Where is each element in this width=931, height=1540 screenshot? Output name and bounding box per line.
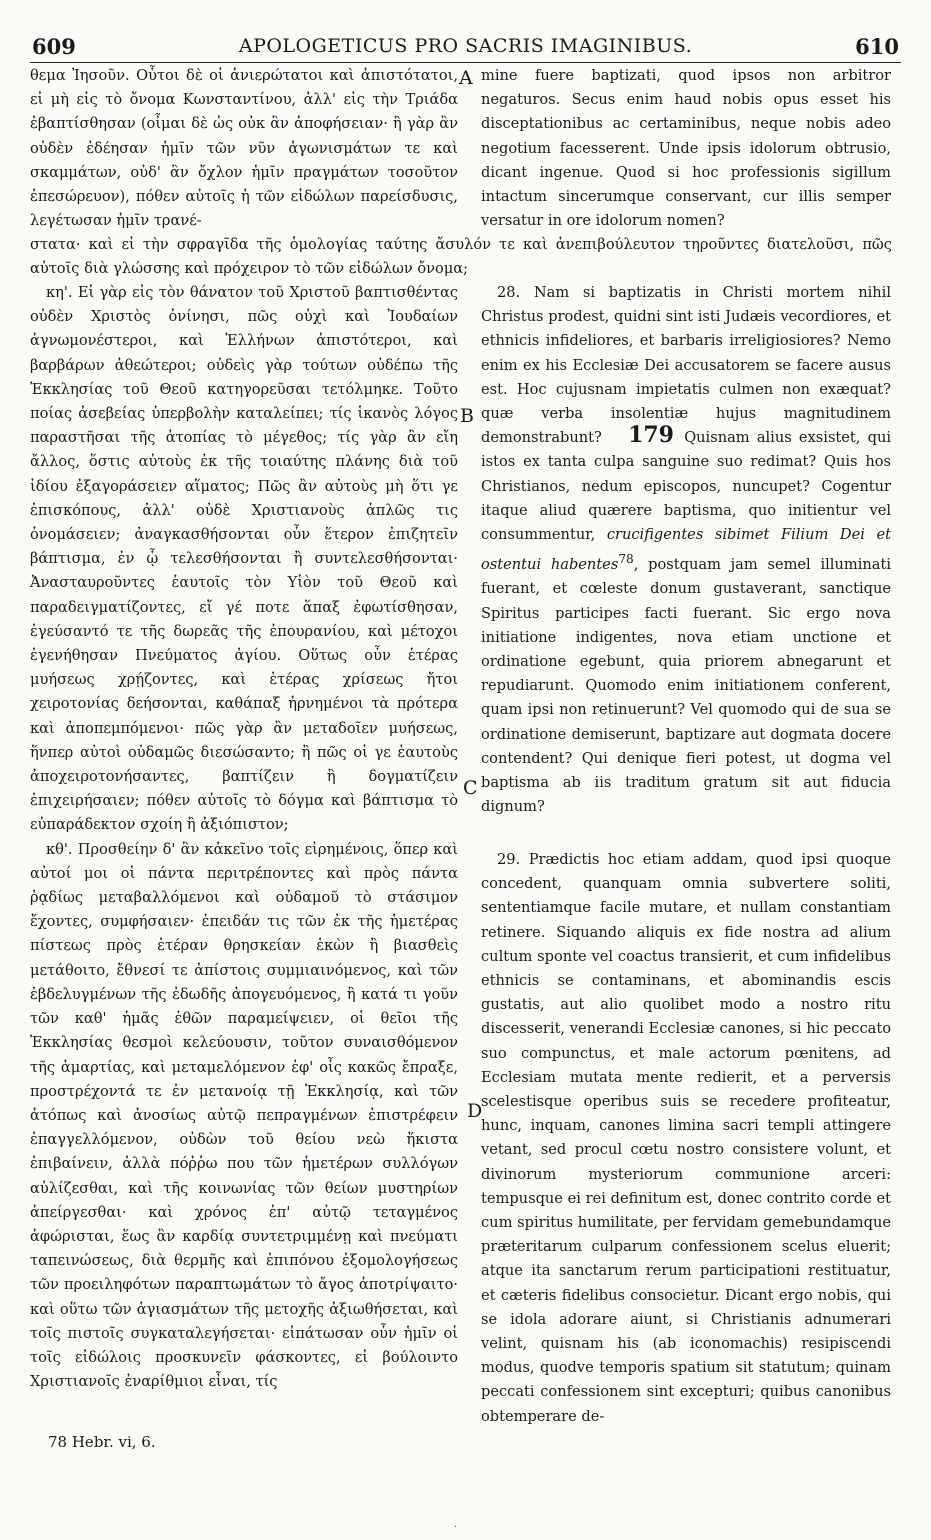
greek-spanning-lines — [30, 233, 892, 281]
greek-column-top — [30, 64, 458, 233]
greek-paragraph-spanning: στατα· καὶ εἰ τὴν σφραγῖδα τῆς ὁμολογίας ταύτης ἄσυλόν τε καὶ ἀνεπιβούλευτον τηροῦντες διατελοῦσι, πῶς αὐτοῖς διὰ γλώσσης καὶ πρόχειρον τὸ τῶν εἰδώλων ὄνομα; — [30, 236, 892, 278]
page-number-right: 610 — [855, 34, 899, 59]
margin-letter-c: C — [463, 777, 478, 799]
margin-letter-b: B — [460, 405, 474, 427]
running-title: APOLOGETICUS PRO SACRIS IMAGINIBUS. — [238, 35, 693, 57]
latin-28-middle: Quisnam alius exsistet, qui istos ex tanta culpa sanguine suo redimat? Quis hos Christianos, nedum episcopos, nuncupet? Cogentur itaque aliud quærere baptisma, quo initientur vel consummentur, — [481, 429, 892, 544]
margin-letter-d: D — [467, 1100, 483, 1122]
greek-paragraph-29: κθ'. Προσθείην δ' ἂν κἀκεῖνο τοῖς εἰρημένοις, ὅπερ καὶ αὐτοί μοι οἱ πάντα περιτρέποντες καὶ πρὸς πάντα ῥᾳδίως μεταβαλλόμενοι καὶ οὐδαμοῦ τὸ στάσιμον ἔχοντες, συμφήσαιεν· ἐπειδάν τις τῶν ἐκ τῆς ἡμετέρας πίστεως πρὸς ἑτέραν θρησκείαν ἑκὼν ἢ βιασθεὶς μετάθοιτο, ἔθνεσί τε ἀπίστοις συμμιαινόμενος, καὶ τῶν ἐβδελυγμένων τῆς ἐδωδῆς ἀπογευόμενος, ἢ κατά τι γοῦν τῶν καθ' ἡμᾶς ἐθῶν παραμείψειεν, οἱ θεῖοι τῆς Ἐκκλησίας θεσμοὶ κελεύουσιν, τοῦτον συναισθόμενον τῆς ἁμαρτίας, καὶ μεταμελόμενον ἐφ' οἷς κακῶς ἔπραξε, προστρέχοντά τε ἐν μετανοίᾳ τῇ Ἐκκλησίᾳ, καὶ τῶν ἀτόπως καὶ ἀνοσίως αὐτῷ πεπραγμένων ἐπιστρέφειν ἐπαγγελλόμενον, οὐδὼν τοῦ θείου νεὼ ἥκιστα ἐπιβαίνειν, ἀλλὰ πόῤῥω που τῶν ἡμετέρων συλλόγων αὐλίζεσθαι, καὶ τῆς κοινωνίας τῶν θείων μυστηρίων ἀπείργεσθαι· καὶ χρόνος ἐπ' αὐτῷ τεταγμένος ἀφώρισται, ἕως ἂν καρδίᾳ συντετριμμένῃ καὶ πνεύματι ταπεινώσεως, διὰ θερμῆς καὶ ἐπιπόνου ἐξομολογήσεως τῶν προειληφότων παραπτωμάτων τὸ ἄγος ἀποτρίψαιτο· καὶ οὕτω τῶν ἁγιασμάτων τῆς μετοχῆς ἀξιωθήσεται, καὶ τοῖς πιστοῖς συγκαταλεγήσεται· εἰπάτωσαν οὖν ἡμῖν οἱ τοῖς εἰδώλοις προσκυνεῖν φάσκοντες, εἰ βούλοιντο Χριστιανοῖς ἐναρίθμιοι εἶναι, τίς — [30, 840, 458, 1391]
latin-28-after: , postquam jam semel illuminati fuerant, et cœleste donum gustaverant, sanctique Spiritus participes facti fuerant. Sic ergo nova initiatione indigentes, nova etiam unctione et ordinatione egebunt, quia priorem abnegarunt et repudiarunt. Quomodo enim initiationem conferent, quam ipsi non retinuerunt? Vel quomodo qui de sua se ordinatione demiserunt, baptizare aut dogmata docere contendent? Qui denique fieri potest, ut dogma vel baptisma ab iis traditum gratum sit aut fiducia dignum? — [481, 556, 891, 816]
column-number-marker: 179 — [628, 422, 674, 449]
bottom-mark: · — [454, 1522, 458, 1533]
page-header — [30, 30, 901, 63]
greek-paragraph-opening: θεμα Ἰησοῦν. Οὗτοι δὲ οἱ ἀνιερώτατοι καὶ ἀπιστότατοι, εἰ μὴ εἰς τὸ ὄνομα Κωνσταντίνου, ἀλλ' εἰς τὴν Τριάδα ἐβαπτίσθησαν (οἶμαι δὲ ὡς οὐκ ἂν ἀποφήσειαν· ἢ γὰρ ἂν οὐδὲν ἐδέησαν ἡμῖν τῶν νῦν ἀγωνισμάτων τε καὶ σκαμμάτων, οὐδ' ἂν ὄχλον ἡμῖν πραγμάτων τοσοῦτον ἐπεσώρευον), πόθεν αὐτοῖς ἡ τῶν εἰδώλων παρείσδυσις, λεγέτωσαν ἡμῖν τρανέ- — [30, 67, 458, 230]
footnote-ref: 78 — [618, 552, 634, 567]
latin-column-29 — [481, 848, 891, 1429]
latin-column-28 — [481, 281, 891, 819]
latin-28-before: 28. Nam si baptizatis in Christi mortem nihil Christus prodest, quidni sint isti Judæis vecordiores, et ethnicis infideliores, et barbaris irreligiosiores? Nemo enim ex his Ecclesiæ Dei accusatorem se facere ausus est. Hoc cujusnam impietatis culmen non exæquat? quæ verba insolentiæ hujus magnitudinem demonstrabunt? — [481, 284, 891, 447]
latin-paragraph-28 — [481, 281, 891, 819]
latin-paragraph-opening: mine fuere baptizati, quod ipsos non arbitror negaturos. Secus enim haud nobis opus esset his disceptationibus ac certaminibus, neque nobis adeo negotium facesserent. Unde ipsis idolorum obtrusio, dicant ingenue. Quod si hoc professionis sigillum intactum sincerumque conservant, cur illis semper versatur in ore idolorum nomen? — [481, 67, 891, 230]
greek-paragraph-28: κη'. Εἰ γὰρ εἰς τὸν θάνατον τοῦ Χριστοῦ βαπτισθέντας οὐδὲν Χριστὸς ὀνίνησι, πῶς οὐχὶ καὶ Ἰουδαίων ἀγνωμονέστεροι, καὶ Ἑλλήνων ἀπιστότεροι, καὶ βαρβάρων ἀθεώτεροι; οὐδεὶς γὰρ τούτων οὐδέπω τῆς Ἐκκλησίας τοῦ Θεοῦ κατηγορεῦσαι τετόλμηκε. Τοῦτο ποίας ἀσεβείας ὑπερβολὴν καταλείπει; τίς ἱκανὸς λόγος παραστῆσαι τῆς ἀτοπίας τὸ μέγεθος; τίς γὰρ ἂν εἴη ἄλλος, ὅστις αὐτοὺς ἐκ τῆς τοιαύτης πλάνης διὰ τοῦ ἰδίου ἐξαγοράσειεν αἵματος; Πῶς ἂν αὐτοὺς μὴ ὅτι γε ἐπισκόπους, ἀλλ' οὐδὲ Χριστιανοὺς ἁπλῶς τις ὀνομάσειεν; ἀναγκασθήσονται οὖν ἕτερον ἐπιζητεῖν βάπτισμα, ἐν ᾧ τελεσθήσονται ἢ συντελεσθήσονται· Ἀνασταυροῦντες ἑαυτοῖς τὸν Υἱὸν τοῦ Θεοῦ καὶ παραδειγματίζοντες, εἴ γέ ποτε ἅπαξ ἐφωτίσθησαν, ἐγεύσαντό τε τῆς δωρεᾶς τῆς ἐπουρανίου, καὶ μέτοχοι ἐγενήθησαν Πνεύματος ἁγίου. Οὕτως οὖν ἑτέρας μυήσεως χρῄζοντες, καὶ ἑτέρας χρίσεως ἤτοι χειροτονίας δεήσονται, καθάπαξ ἠρνημένοι τὰ πρότερα καὶ ἀποπεμπόμενοι· πῶς γὰρ ἂν μεταδοῖεν μυήσεως, ἥνπερ αὐτοὶ οὐδαμῶς διεσώσαντο; ἢ πῶς οἱ γε ἑαυτοὺς ἀποχειροτονήσαντες, βαπτίζειν ἢ δογματίζειν ἐπιχειρήσαιεν; πόθεν αὐτοῖς τὸ δόγμα καὶ βάπτισμα τὸ εὐπαράδεκτον σχοίη ἢ ἀξιόπιστον; — [30, 284, 458, 834]
footnote: 78 Hebr. vi, 6. — [48, 1433, 156, 1451]
page-number-left: 609 — [32, 34, 76, 59]
scripture-quotation: crucifigentes sibimet Filium Dei et ostentui habentes — [481, 526, 891, 574]
latin-paragraph-29: 29. Prædictis hoc etiam addam, quod ipsi quoque concedent, quanquam omnia subvertere soliti, sententiamque facile mutare, et nullam constantiam retinere. Siquando aliquis ex fide nostra ad alium cultum sponte vel coactus transierit, et cum infidelibus ethnicis se contaminans, et abominandis escis gustatis, aut alio quolibet modo a nostro ritu discesserit, venerandi Ecclesiæ canones, si hic peccato suo compunctus, et male actorum pœnitens, ad Ecclesiam mutata mente redierit, et a perversis scelestisque operibus suis se recedere profiteatur, hunc, inquam, canones limina sacri templi attingere vetant, sed procul cœtu nostro consistere volunt, et divinorum mysteriorum communione arceri: tempusque ei rei definitum est, donec contrito corde et cum spiritus humilitate, per fervidam gemebundamque præteritarum culparum confessionem scelus eluerit; atque ita sanctarum rerum participationi restituatur, et cæteris fidelibus consocietur. Dicant ergo nobis, qui se idola adorare aiunt, si Christianis adnumerari velint, quisnam his (ab iconomachis) resipiscendi modus, quodve temporis spatium sit statutum; quinam peccati confessionem sint excepturi; quibus canonibus obtemperare de- — [481, 851, 891, 1425]
latin-column-top — [481, 64, 891, 233]
greek-column-main — [30, 281, 458, 1394]
margin-letter-a: A — [459, 67, 473, 89]
